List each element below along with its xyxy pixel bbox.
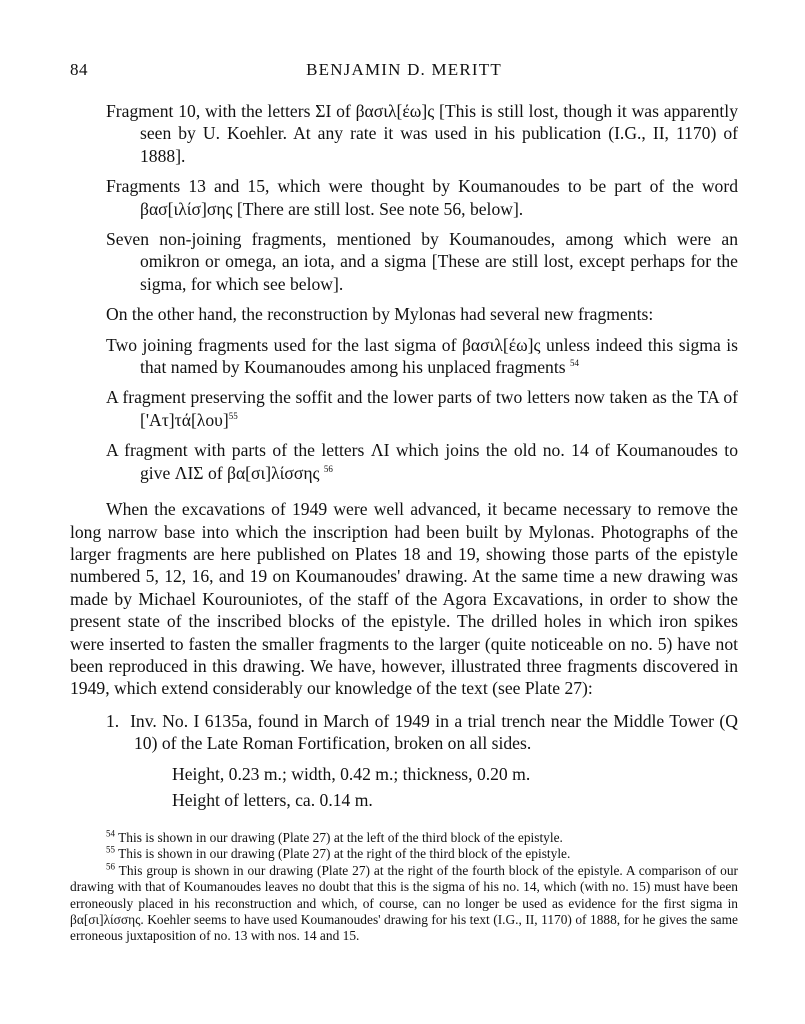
- footnote: [70, 830, 738, 846]
- letter-height-line: Height of letters, ca. 0.14 m.: [172, 789, 373, 810]
- footnote-number: 54: [106, 828, 115, 839]
- footnote: [70, 846, 738, 862]
- footnote: [70, 863, 738, 945]
- footnote-text: This is shown in our drawing (Plate 27) at the left of the third block of the epistyle.: [118, 830, 563, 845]
- footnotes: [70, 830, 738, 945]
- old-fragment-item: Fragments 13 and 15, which were thought by Koumanoudes to be part of the word βασ[ιλίσ]σης [There are still lost. See note 56, below].: [106, 176, 738, 219]
- new-fragment-item: [106, 439, 738, 484]
- new-fragment-text: A fragment with parts of the letters ΛΙ which joins the old no. 14 of Koumanoudes to give ΛΙΣ of βα[σι]λίσσης: [106, 440, 738, 483]
- transition-line: On the other hand, the reconstruction by Mylonas had several new fragments:: [106, 304, 654, 325]
- footnote-ref: 55: [228, 411, 238, 422]
- footnote-number: 55: [106, 844, 115, 855]
- catalog-description: Inv. No. I 6135a, found in March of 1949 in a trial trench near the Middle Tower (Q 10) of the Late Roman Fortification, broken on all sides.: [130, 710, 738, 754]
- page-number: 84: [70, 60, 88, 79]
- new-fragment-item: [106, 386, 738, 431]
- catalog-number: 1.: [106, 710, 120, 731]
- footnote-number: 56: [106, 861, 115, 872]
- catalog-measurements: [172, 761, 738, 813]
- footnote-text: This group is shown in our drawing (Plate 27) at the right of the fourth block of the epistyle. A comparison of our drawing with that of Koumanoudes leaves no doubt that this is the sigma of his no. 14, which (with no. 15) must have been erroneously placed in his reconstruction and which, of course, can no longer be used as evidence for the first sigma in βα[σι]λίσσης. Koehler seems to have used Koumanoudes' drawing for his text (I.G., II, 1170) of 1888, for he gives the same erroneous juxtaposition of no. 13 with nos. 14 and 15.: [70, 862, 738, 944]
- old-fragment-item: Fragment 10, with the letters ΣΙ of βασιλ[έω]ς [This is still lost, though it was apparently seen by U. Koehler. At any rate it was used in his publication (I.G., II, 1170) of 1888].: [106, 101, 738, 166]
- catalog-item: [106, 710, 738, 755]
- running-head-author: BENJAMIN D. MERITT: [306, 60, 502, 79]
- new-fragment-text: Two joining fragments used for the last sigma of βασιλ[έω]ς unless indeed this sigma is that named by Koumanoudes among his unplaced fragments: [106, 334, 738, 378]
- new-fragment-text: A fragment preserving the soffit and the lower parts of two letters now taken as the ΤΑ of ['Ατ]τά[λου]: [106, 387, 738, 430]
- main-paragraph: When the excavations of 1949 were well advanced, it became necessary to remove the long narrow base into which the inscription had been built by Mylonas. Photographs of the larger fragments are here published on Plates 18 and 19, showing those parts of the epistyle numbered 5, 12, 16, and 19 on Koumanoudes' drawing. At the same time a new drawing was made by Michael Kourouniotes, of the staff of the Agora Excavations, in order to show the present state of the inscribed blocks of the epistyle. The drilled holes in which iron spikes were inserted to fasten the smaller fragments to the larger (quite noticeable on no. 5) have not been reproduced in this drawing. We have, however, illustrated three fragments discovered in 1949, which extend considerably our knowledge of the text (see Plate 27):: [70, 499, 738, 699]
- footnote-ref: 54: [569, 358, 579, 369]
- old-fragment-item: Seven non-joining fragments, mentioned by Koumanoudes, among which were an omikron or omega, an iota, and a sigma [These are still lost, except perhaps for the sigma, for which see below].: [106, 229, 738, 294]
- footnote-text: This is shown in our drawing (Plate 27) at the right of the third block of the epistyle.: [118, 846, 571, 862]
- body-text: [70, 100, 738, 813]
- new-fragment-item: [106, 334, 738, 379]
- measurements-line: Height, 0.23 m.; width, 0.42 m.; thickness, 0.20 m.: [172, 763, 531, 784]
- footnote-ref: 56: [323, 463, 333, 474]
